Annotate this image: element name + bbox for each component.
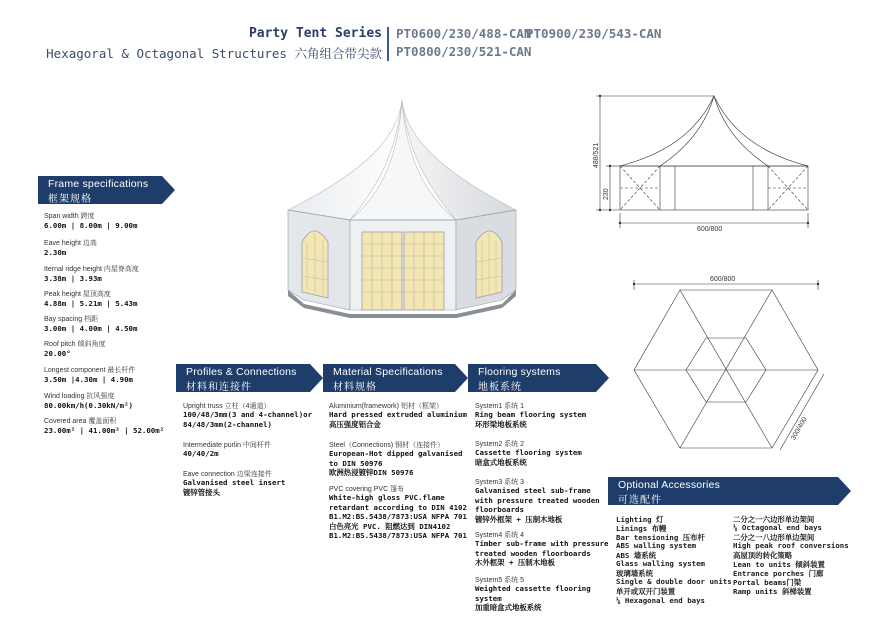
material-title-cn: 材料规格 [333, 382, 377, 393]
accessory-item: High peak roof conversions [733, 541, 849, 550]
flooring-label-5: System5 系统 5 [475, 577, 525, 584]
frame-label-bay: Bay spacing 档距 [44, 316, 99, 323]
series-subtitle: Hexagoral & Octagonal Structures 六角组合带尖款 [46, 46, 382, 61]
plan-drawing [620, 278, 860, 458]
accessory-item: Lean to units 倾斜装置 [733, 560, 825, 569]
frame-value-wind: 80.00km/h(0.30kN/m²) [44, 401, 133, 410]
frame-value-bay: 3.00m | 4.00m | 4.50m [44, 324, 138, 333]
flooring-title-cn: 地板系统 [478, 382, 522, 393]
accessory-item: ABS 墙系统 [616, 551, 656, 560]
accessories-title: Optional Accessories [618, 479, 721, 491]
profiles-label-truss: Upright truss 立柱（4通道） [183, 403, 271, 410]
frame-value-span: 6.00m | 8.00m | 9.00m [44, 221, 138, 230]
profiles-value-purlin: 40/40/2m [183, 449, 219, 458]
frame-value-peak: 4.88m | 5.21m | 5.43m [44, 299, 138, 308]
accessory-item: 单开或双开门装置 [616, 587, 676, 596]
flooring-header [468, 364, 596, 392]
flooring-value-1: Ring beam flooring system 环形梁地板系统 [475, 410, 587, 429]
accessory-item: Glass walling system [616, 559, 705, 568]
frame-spec-title-cn: 框架规格 [48, 194, 92, 205]
frame-label-area: Covered area 覆盖面积 [44, 418, 117, 425]
flooring-value-3: Galvanised steel sub-frame with pressure treated wooden floorboards 镀锌外框架 + 压制木地板 [475, 486, 600, 524]
elevation-drawing [590, 88, 880, 248]
series-title: Party Tent Series [248, 26, 382, 41]
frame-label-eave: Eave height 边高 [44, 240, 97, 247]
model-code-1: PT0600/230/488-CAN [396, 26, 532, 41]
accessory-item: ABS walling system [616, 541, 697, 550]
frame-value-component: 3.50m |4.30m | 4.90m [44, 375, 133, 384]
frame-label-span: Span width 跨度 [44, 213, 95, 220]
accessory-item: Lighting 灯 [616, 515, 664, 524]
accessories-title-cn: 可选配件 [618, 495, 662, 506]
material-title: Material Specifications [333, 366, 443, 378]
dim-plan-side: 300/400 [790, 416, 809, 442]
profiles-value-eave: Galvanised steel insert 镀锌管接头 [183, 478, 286, 497]
frame-label-peak: Peak height 屋顶高度 [44, 291, 111, 298]
material-value-steel: European-Hot dipped galvanised to DIN 50976 欧洲热浸镀锌DIN 50976 [329, 449, 463, 478]
material-value-pvc: White-high gloss PVC.flame retardant according to DIN 4102 B1.M2:BS.5438/7873:USA NFPA 701 白色亮光 PVC. 阻燃达到 DIN4102 B1.M2:BS.5438/7873:USA NFPA 701 [329, 493, 467, 541]
accessory-item: Portal beams门梁 [733, 578, 802, 587]
frame-value-pitch: 20.00° [44, 349, 71, 358]
accessory-item: Bar tensioning 压布杆 [616, 533, 705, 542]
frame-value-area: 23.00m² | 41.00m² | 52.00m² [44, 426, 165, 435]
material-label-pvc: PVC covering PVC 篷布 [329, 486, 405, 493]
model-code-3: PT0800/230/521-CAN [396, 44, 532, 59]
dim-elevation-width: 600/800 [697, 226, 723, 233]
accessory-item: Linings 布幔 [616, 524, 667, 533]
dim-total-height: 488/521 [593, 142, 600, 168]
flooring-value-5: Weighted cassette flooring system 加重暗盒式地板系统 [475, 584, 591, 613]
flooring-label-1: System1 系统 1 [475, 403, 525, 410]
material-header [323, 364, 455, 392]
material-label-aluminium: Aluminium(framework) 铝材（框架） [329, 403, 443, 410]
profiles-label-eave: Eave connection 边梁连接件 [183, 471, 272, 478]
accessory-item: Single & double door units [616, 577, 732, 586]
accessory-item: 二分之一六边形单边架间 [733, 515, 815, 524]
accessory-item: 二分之一八边形单边架间 [733, 533, 815, 542]
flooring-label-2: System2 系统 2 [475, 441, 525, 448]
material-label-steel: Steel（Connections) 钢材（连接件） [329, 442, 445, 449]
flooring-label-3: System3 系统 3 [475, 479, 525, 486]
accessory-item: Ramp units 斜梯装置 [733, 587, 812, 596]
model-code-2: PT0900/230/543-CAN [526, 26, 662, 41]
frame-label-pitch: Roof pitch 倾斜角度 [44, 341, 106, 348]
frame-label-wind: Wind loading 抗风强度 [44, 393, 115, 400]
frame-label-ridge: Iternal ridge height 内屋脊高度 [44, 266, 139, 273]
accessory-item: 玻璃墙系统 [616, 569, 653, 578]
dim-eave-height: 230 [603, 188, 610, 200]
header-divider [387, 27, 389, 61]
frame-value-ridge: 3.38m | 3.93m [44, 274, 102, 283]
profiles-label-purlin: Intermediate purlin 中间杆件 [183, 442, 271, 449]
accessory-item: 高屋顶的转化策略 [733, 551, 793, 560]
tent-illustration [280, 92, 520, 342]
frame-spec-title: Frame specifications [48, 178, 149, 190]
frame-label-component: Longest component 最长杆件 [44, 367, 136, 374]
frame-value-eave: 2.30m [44, 248, 67, 257]
dim-plan-width: 600/800 [710, 276, 736, 283]
accessory-item: ⅙ Hexagonal end bays [616, 596, 705, 605]
frame-spec-header [38, 176, 162, 204]
flooring-title: Flooring systems [478, 366, 561, 378]
flooring-value-2: Cassette flooring system 暗盒式地板系统 [475, 448, 582, 467]
accessory-item: Entrance porches 门廊 [733, 569, 824, 578]
profiles-value-truss: 100/48/3mm(3 and 4-channel)or 84/48/3mm(2-channel) [183, 410, 313, 429]
flooring-label-4: System4 系统 4 [475, 532, 525, 539]
profiles-title: Profiles & Connections [186, 366, 297, 378]
profiles-header [176, 364, 310, 392]
profiles-title-cn: 材料和连接件 [186, 382, 252, 393]
flooring-value-4: Timber sub-frame with pressure treated wooden floorboards 木外框架 + 压制木地板 [475, 539, 609, 568]
accessory-item: ⅛ Octagonal end bays [733, 523, 822, 532]
accessories-header [608, 477, 838, 505]
material-value-aluminium: Hard pressed extruded aluminium 高压强度铝合金 [329, 410, 467, 429]
